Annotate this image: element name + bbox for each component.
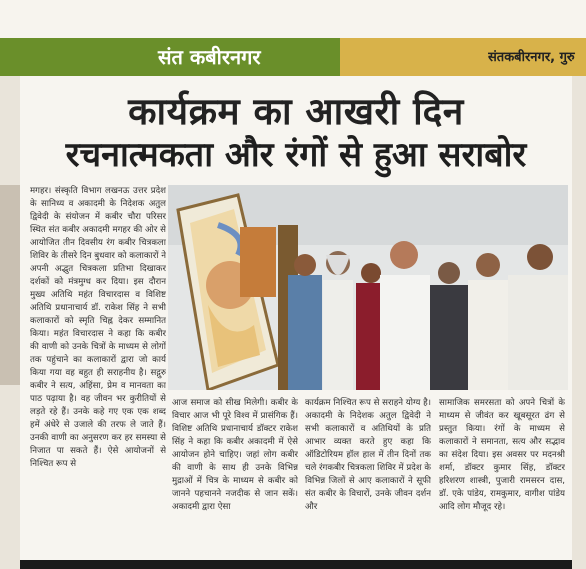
article-column-1: मगहर। संस्कृति विभाग लखनऊ उत्तर प्रदेश के सानिध्य व अकादमी के निदेशक अतुल द्विवेदी के संयोजन में कबीर चौरा परिसर स्थित संत कबीर अकादमी मगहर की ओर से आयोजित तीन दिवसीय रंग कबीर चित्रकला शिविर के तीसरे दिन बुधवार को कलाकारों ने अपनी अद्भुत चित्रकला प्रतिभा दिखाकर दर्शकों को मंत्रमुग्ध कर दिया। इस दौरान मुख्य अतिथि महंत विचारदास व विशिष्ट अतिथि प्रधानाचार्य डॉ. राकेश सिंह ने सभी कलाकारों को स्मृति चिह्न देकर सम्मानित किया। महंत विचारदास ने कहा कि कबीर की वाणी को उनके चित्रों के माध्यम से लोगों तक पहुंचाने का कलाकारों द्वारा जो कार्य किया गया वह बहुत ही सराहनीय है। सद्गुरु कबीर ने सत्य, अहिंसा, प्रेम व मानवता का पाठ पढ़ाया है। वह जीवन भर कुरीतियों से लड़ते रहे हैं। उनके कहे गए एक एक शब्द हमें अंधेरे से उजाले की तरफ ले जाते हैं। उनकी वाणी का अनुसरण कर हर समस्या से निजात पा सकते हैं। ऐसे आयोजनों से निश्चित रूप से [30,186,166,469]
article-column-3: कार्यक्रम निश्चित रूप से सराहने योग्य है। अकादमी के निदेशक अतुल द्विवेदी ने सभी कलाकारों व अतिथियों के प्रति आभार व्यक्त करते हुए कहा कि ऑडिटोरियम हॉल हाल में तीन दिनों तक चले रंगकबीर चित्रकला शिविर में प्रदेश के विभिन्न जिलों से आए कलाकारों ने सूफी संत कबीर के विचारों, उनके जीवन दर्शन और [305,398,431,512]
section-label: संत कबीरनगर [158,45,261,69]
article-column-2: आज समाज को सीख मिलेगी। कबीर के विचार आज भी पूरे विश्व में प्रासंगिक हैं। विशिष्ट अतिथि प्रधानाचार्य डॉक्टर राकेश सिंह ने कहा कि कबीर अकादमी में ऐसे आयोजन होने चाहिए। जहां लोग कबीर की वाणी के साथ ही उनके विभिन्न मुद्राओं में चित्र के माध्यम से कबीर को जानने पहचानने नजदीक से जान सकें। अकादमी द्वारा ऐसा [172,398,298,512]
news-photo-icon [168,185,568,390]
newspaper-top-strip [0,0,586,38]
news-photo [168,185,568,390]
article-column-4: सामाजिक समरसता को अपने चित्रों के माध्यम से जीवंत कर खूबसूरत ढंग से प्रस्तुत किया। रंगों के माध्यम से कलाकारों ने समानता, सत्य और सद्भाव का संदेश दिया। इस अवसर पर मदनश्री शर्मा, डॉक्टर कुमार सिंह, डॉक्टर हरिशरण शास्त्री, पुजारी रामसरन दास, डॉ. एके पांडेय, रामकुमार, वागीश पांडेय आदि लोग मौजूद रहे। [439,398,565,512]
left-edge-figure [0,185,20,385]
headline-line-1: कार्यक्रम का आखरी दिन [128,90,464,133]
right-gutter [572,76,586,569]
header-band-left [0,38,150,76]
next-headline-strip [20,560,572,569]
dateline-label: संतकबीरनगर, गुरु [488,50,575,65]
headline-line-2: रचनात्मकता और रंगों से हुआ सराबोर [65,135,527,175]
